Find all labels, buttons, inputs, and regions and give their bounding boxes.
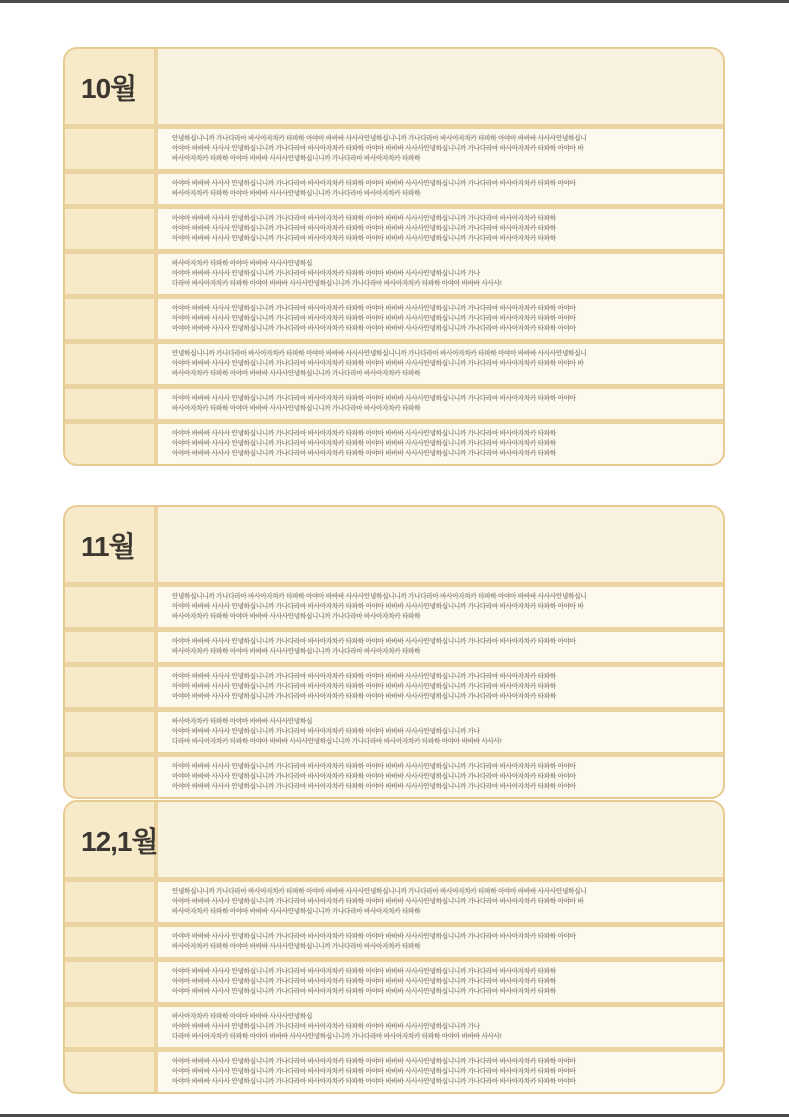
- month-label: 11월: [81, 530, 135, 562]
- text-line: 아야아 바바바 사사사 안녕하십니니까 가나다라마 바사아자차카 타파하 아야아 바바바 사사사안녕하십니니까 가나다라마 바사아자차카 타파하 아야아: [172, 325, 576, 332]
- month-header-spacer-cell: [158, 802, 723, 877]
- month-table-2: [63, 505, 725, 799]
- row-label-cell: [65, 1007, 154, 1047]
- row-label-cell: [65, 299, 154, 339]
- month-label-cell: [65, 802, 158, 877]
- schedule-row: [65, 882, 723, 922]
- schedule-row: [65, 129, 723, 169]
- month-label-cell: [65, 49, 154, 124]
- schedule-row: [65, 1007, 723, 1047]
- row-content-cell: [158, 927, 723, 957]
- month-label: 12,1월: [81, 825, 158, 857]
- text-line: 안녕하십니니까 가나다라마 바사아자차카 타파하 아야아 바바바 사사사안녕하십니니까 가나다라마 바사아자차카 타파하 아야아 바바바 사사사안녕하십니: [172, 350, 587, 357]
- row-label-cell: [65, 757, 154, 797]
- schedule-row: [65, 962, 723, 1002]
- schedule-row: [65, 344, 723, 384]
- text-line: 아야아 바바바 사사사 안녕하십니니까 가나다라마 바사아자차카 타파하 아야아 바바바 사사사안녕하십니니까 가나다라마 바사아자차카 타파하 아야아: [172, 395, 576, 402]
- text-line: 아야아 바바바 사사사 안녕하십니니까 가나다라마 바사아자차카 타파하 아야아 바바바 사사사안녕하십니니까 가나다라마 바사아자차카 타파하 아야아: [172, 1058, 576, 1065]
- row-content-cell: [158, 424, 723, 464]
- text-line: 아야아 바바바 사사사 안녕하십니니까 가나다라마 바사아자차카 타파하 아야아 바바바 사사사안녕하십니니까 가나다라마 바사아자차카 타파하 아야아 바: [172, 898, 584, 905]
- schedule-row: [65, 712, 723, 752]
- text-line: 아야아 바바바 사사사 안녕하십니니까 가나다라마 바사아자차카 타파하 아야아 바바바 사사사안녕하십니니까 가나다라마 바사아자차카 타파하 아야아: [172, 315, 576, 322]
- text-line: 바사아자차카 타파하 아야아 바바바 사사사안녕하십니니까 가나다라마 바사아자차카 타파하: [172, 155, 421, 162]
- text-line: 안녕하십니니까 가나다라마 바사아자차카 타파하 아야아 바바바 사사사안녕하십니니까 가나다라마 바사아자차카 타파하 아야아 바바바 사사사안녕하십니: [172, 593, 587, 600]
- text-line: 바사아자차카 타파하 아야아 바바바 사사사안녕하십니니까 가나다라마 바사아자차카 타파하: [172, 648, 421, 655]
- text-line: 아야아 바바바 사사사 안녕하십니니까 가나다라마 바사아자차카 타파하 아야아 바바바 사사사안녕하십니니까 가나다라마 바사아자차카 타파하: [172, 988, 557, 995]
- text-line: 아야아 바바바 사사사 안녕하십니니까 가나다라마 바사아자차카 타파하 아야아 바바바 사사사안녕하십니니까 가나다라마 바사아자차카 타파하 아야아 바: [172, 360, 584, 367]
- row-label-cell: [65, 667, 154, 707]
- row-label-cell: [65, 632, 154, 662]
- text-line: 아야아 바바바 사사사 안녕하십니니까 가나다라마 바사아자차카 타파하 아야아 바바바 사사사안녕하십니니까 가나다라마 바사아자차카 타파하 아야아: [172, 933, 576, 940]
- text-line: 아야아 바바바 사사사 안녕하십니니까 가나다라마 바사아자차카 타파하 아야아 바바바 사사사안녕하십니니까 가나다라마 바사아자차카 타파하: [172, 225, 557, 232]
- text-line: 아야아 바바바 사사사 안녕하십니니까 가나다라마 바사아자차카 타파하 아야아 바바바 사사사안녕하십니니까 가나: [172, 270, 480, 277]
- text-line: 아야아 바바바 사사사 안녕하십니니까 가나다라마 바사아자차카 타파하 아야아 바바바 사사사안녕하십니니까 가나다라마 바사아자차카 타파하 아야아: [172, 1078, 576, 1085]
- text-line: 아야아 바바바 사사사 안녕하십니니까 가나다라마 바사아자차카 타파하 아야아 바바바 사사사안녕하십니니까 가나다라마 바사아자차카 타파하: [172, 673, 557, 680]
- row-content-cell: [158, 254, 723, 294]
- month-header-row: [65, 49, 723, 124]
- month-label-cell: [65, 507, 154, 582]
- schedule-row: [65, 299, 723, 339]
- row-content-cell: [158, 667, 723, 707]
- month-table-1: [63, 47, 725, 466]
- row-content-cell: [158, 389, 723, 419]
- text-line: 아야아 바바바 사사사 안녕하십니니까 가나다라마 바사아자차카 타파하 아야아 바바바 사사사안녕하십니니까 가나다라마 바사아자차카 타파하 아야아: [172, 783, 576, 790]
- month-header-spacer-cell: [158, 507, 723, 582]
- text-line: 바사아자차카 타파하 아야아 바바바 사사사안녕하십니니까 가나다라마 바사아자차카 타파하: [172, 613, 421, 620]
- text-line: 아야아 바바바 사사사 안녕하십니니까 가나다라마 바사아자차카 타파하 아야아 바바바 사사사안녕하십니니까 가나다라마 바사아자차카 타파하 아야아: [172, 1068, 576, 1075]
- text-line: 아야아 바바바 사사사 안녕하십니니까 가나다라마 바사아자차카 타파하 아야아 바바바 사사사안녕하십니니까 가나다라마 바사아자차카 타파하: [172, 450, 557, 457]
- text-line: 아야아 바바바 사사사 안녕하십니니까 가나다라마 바사아자차카 타파하 아야아 바바바 사사사안녕하십니니까 가나다라마 바사아자차카 타파하 아야아: [172, 305, 576, 312]
- text-line: 안녕하십니니까 가나다라마 바사아자차카 타파하 아야아 바바바 사사사안녕하십니니까 가나다라마 바사아자차카 타파하 아야아 바바바 사사사안녕하십니: [172, 135, 587, 142]
- row-label-cell: [65, 927, 154, 957]
- text-line: 아야아 바바바 사사사 안녕하십니니까 가나다라마 바사아자차카 타파하 아야아 바바바 사사사안녕하십니니까 가나다라마 바사아자차카 타파하 아야아: [172, 763, 576, 770]
- row-content-cell: [158, 174, 723, 204]
- row-label-cell: [65, 962, 154, 1002]
- text-line: 아야아 바바바 사사사 안녕하십니니까 가나다라마 바사아자차카 타파하 아야아 바바바 사사사안녕하십니니까 가나다라마 바사아자차카 타파하 아야아: [172, 773, 576, 780]
- text-line: 아야아 바바바 사사사 안녕하십니니까 가나다라마 바사아자차카 타파하 아야아 바바바 사사사안녕하십니니까 가나다라마 바사아자차카 타파하: [172, 235, 557, 242]
- text-line: 아야아 바바바 사사사 안녕하십니니까 가나다라마 바사아자차카 타파하 아야아 바바바 사사사안녕하십니니까 가나: [172, 1023, 480, 1030]
- page-top-edge: [0, 0, 789, 3]
- text-line: 바사아자차카 타파하 아야아 바바바 사사사안녕하십: [172, 718, 313, 725]
- row-content-cell: [158, 632, 723, 662]
- row-label-cell: [65, 174, 154, 204]
- month-table-3: [63, 800, 725, 1094]
- text-line: 아야아 바바바 사사사 안녕하십니니까 가나다라마 바사아자차카 타파하 아야아 바바바 사사사안녕하십니니까 가나: [172, 728, 480, 735]
- schedule-row: [65, 424, 723, 464]
- row-content-cell: [158, 344, 723, 384]
- schedule-row: [65, 927, 723, 957]
- text-line: 아야아 바바바 사사사 안녕하십니니까 가나다라마 바사아자차카 타파하 아야아 바바바 사사사안녕하십니니까 가나다라마 바사아자차카 타파하: [172, 430, 557, 437]
- text-line: 아야아 바바바 사사사 안녕하십니니까 가나다라마 바사아자차카 타파하 아야아 바바바 사사사안녕하십니니까 가나다라마 바사아자차카 타파하 아야아 바: [172, 145, 584, 152]
- schedule-row: [65, 587, 723, 627]
- text-line: 바사아자차카 타파하 아야아 바바바 사사사안녕하십니니까 가나다라마 바사아자차카 타파하: [172, 370, 421, 377]
- text-line: 아야아 바바바 사사사 안녕하십니니까 가나다라마 바사아자차카 타파하 아야아 바바바 사사사안녕하십니니까 가나다라마 바사아자차카 타파하 아야아: [172, 638, 576, 645]
- row-label-cell: [65, 424, 154, 464]
- row-content-cell: [158, 962, 723, 1002]
- row-label-cell: [65, 1052, 154, 1092]
- row-label-cell: [65, 129, 154, 169]
- text-line: 바사아자차카 타파하 아야아 바바바 사사사안녕하십니니까 가나다라마 바사아자차카 타파하: [172, 405, 421, 412]
- month-label: 10월: [81, 72, 137, 104]
- schedule-row: [65, 389, 723, 419]
- month-header-row: [65, 507, 723, 582]
- row-content-cell: [158, 587, 723, 627]
- row-content-cell: [158, 209, 723, 249]
- text-line: 아야아 바바바 사사사 안녕하십니니까 가나다라마 바사아자차카 타파하 아야아 바바바 사사사안녕하십니니까 가나다라마 바사아자차카 타파하: [172, 978, 557, 985]
- schedule-row: [65, 209, 723, 249]
- schedule-row: [65, 254, 723, 294]
- page-bottom-edge: [0, 1114, 789, 1117]
- row-label-cell: [65, 389, 154, 419]
- row-content-cell: [158, 129, 723, 169]
- schedule-row: [65, 174, 723, 204]
- row-content-cell: [158, 757, 723, 797]
- text-line: 아야아 바바바 사사사 안녕하십니니까 가나다라마 바사아자차카 타파하 아야아 바바바 사사사안녕하십니니까 가나다라마 바사아자차카 타파하: [172, 440, 557, 447]
- row-content-cell: [158, 1052, 723, 1092]
- text-line: 바사아자차카 타파하 아야아 바바바 사사사안녕하십니니까 가나다라마 바사아자차카 타파하: [172, 943, 421, 950]
- text-line: 바사아자차카 타파하 아야아 바바바 사사사안녕하십: [172, 260, 313, 267]
- row-content-cell: [158, 882, 723, 922]
- text-line: 바사아자차카 타파하 아야아 바바바 사사사안녕하십니니까 가나다라마 바사아자차카 타파하: [172, 190, 421, 197]
- text-line: 다라마 바사아자차카 타파하 아야아 바바바 사사사안녕하십니니까 가나다라마 바사아자차카 타파하 아야아 바바바 사사사!: [172, 280, 502, 287]
- month-header-row: [65, 802, 723, 877]
- schedule-row: [65, 667, 723, 707]
- row-content-cell: [158, 299, 723, 339]
- text-line: 아야아 바바바 사사사 안녕하십니니까 가나다라마 바사아자차카 타파하 아야아 바바바 사사사안녕하십니니까 가나다라마 바사아자차카 타파하 아야아 바: [172, 603, 584, 610]
- schedule-row: [65, 632, 723, 662]
- row-label-cell: [65, 209, 154, 249]
- row-label-cell: [65, 344, 154, 384]
- schedule-row: [65, 1052, 723, 1092]
- row-label-cell: [65, 587, 154, 627]
- row-content-cell: [158, 1007, 723, 1047]
- text-line: 아야아 바바바 사사사 안녕하십니니까 가나다라마 바사아자차카 타파하 아야아 바바바 사사사안녕하십니니까 가나다라마 바사아자차카 타파하: [172, 968, 557, 975]
- text-line: 안녕하십니니까 가나다라마 바사아자차카 타파하 아야아 바바바 사사사안녕하십니니까 가나다라마 바사아자차카 타파하 아야아 바바바 사사사안녕하십니: [172, 888, 587, 895]
- text-line: 바사아자차카 타파하 아야아 바바바 사사사안녕하십니니까 가나다라마 바사아자차카 타파하: [172, 908, 421, 915]
- text-line: 아야아 바바바 사사사 안녕하십니니까 가나다라마 바사아자차카 타파하 아야아 바바바 사사사안녕하십니니까 가나다라마 바사아자차카 타파하 아야아: [172, 180, 576, 187]
- text-line: 다라마 바사아자차카 타파하 아야아 바바바 사사사안녕하십니니까 가나다라마 바사아자차카 타파하 아야아 바바바 사사사!: [172, 1033, 502, 1040]
- text-line: 바사아자차카 타파하 아야아 바바바 사사사안녕하십: [172, 1013, 313, 1020]
- row-label-cell: [65, 254, 154, 294]
- month-header-spacer-cell: [158, 49, 723, 124]
- text-line: 아야아 바바바 사사사 안녕하십니니까 가나다라마 바사아자차카 타파하 아야아 바바바 사사사안녕하십니니까 가나다라마 바사아자차카 타파하: [172, 683, 557, 690]
- text-line: 아야아 바바바 사사사 안녕하십니니까 가나다라마 바사아자차카 타파하 아야아 바바바 사사사안녕하십니니까 가나다라마 바사아자차카 타파하: [172, 215, 557, 222]
- row-label-cell: [65, 882, 154, 922]
- text-line: 아야아 바바바 사사사 안녕하십니니까 가나다라마 바사아자차카 타파하 아야아 바바바 사사사안녕하십니니까 가나다라마 바사아자차카 타파하: [172, 693, 557, 700]
- row-content-cell: [158, 712, 723, 752]
- text-line: 다라마 바사아자차카 타파하 아야아 바바바 사사사안녕하십니니까 가나다라마 바사아자차카 타파하 아야아 바바바 사사사!: [172, 738, 502, 745]
- row-label-cell: [65, 712, 154, 752]
- schedule-row: [65, 757, 723, 797]
